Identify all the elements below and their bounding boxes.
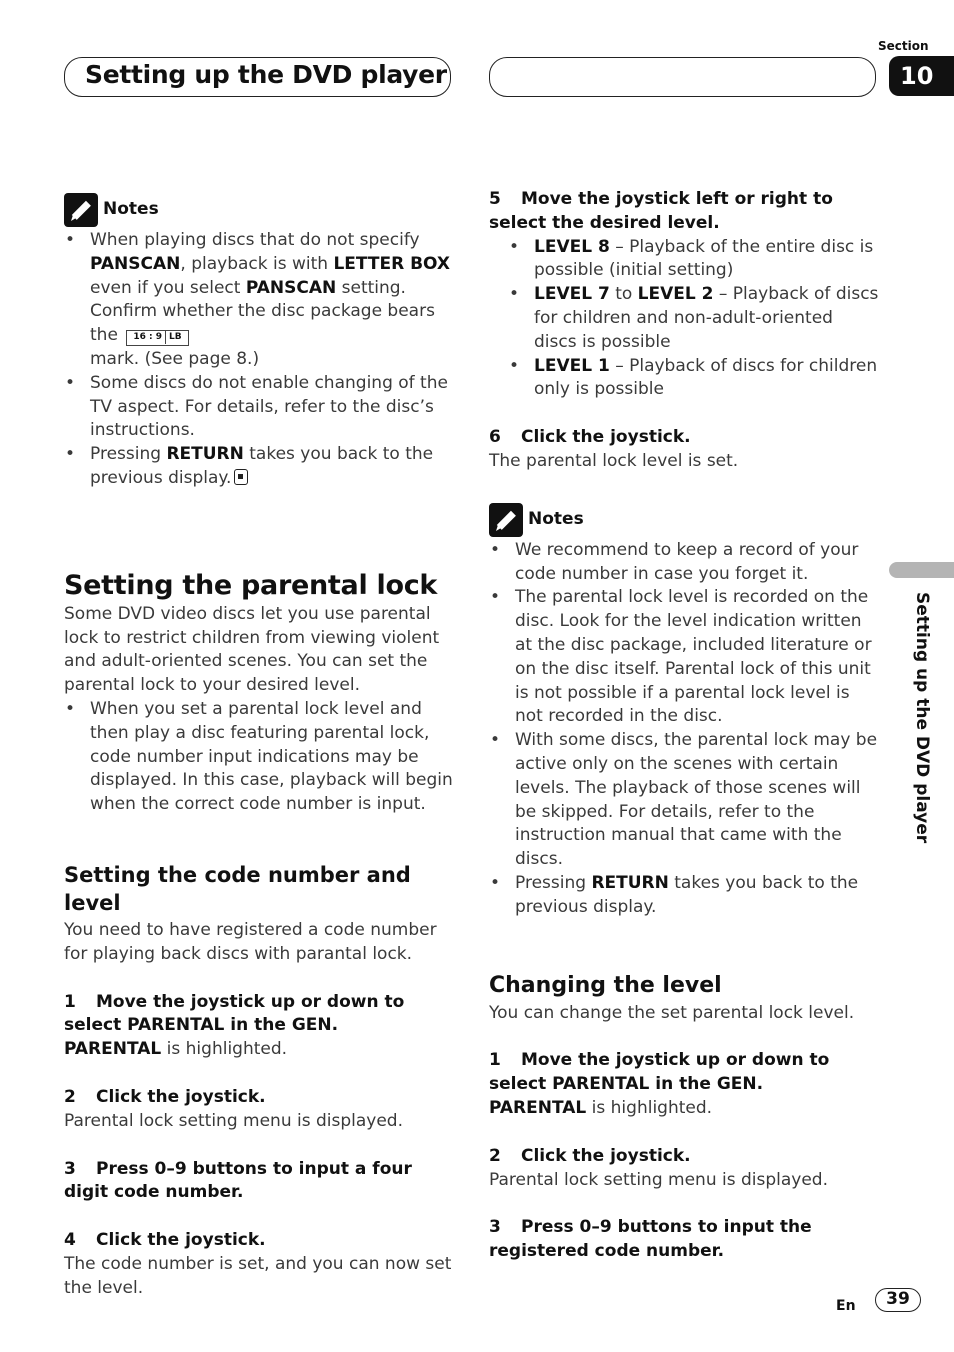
- list-item: • Pressing RETURN takes you back to the previous display.: [489, 872, 879, 920]
- step-2: 2 Click the joystick. Parental lock setting menu is displayed.: [64, 1086, 454, 1134]
- side-tab-label: Setting up the DVD player: [912, 592, 932, 844]
- step-1: 1 Move the joystick up or down to select PARENTAL in the GEN. PARENTAL is highlighted.: [489, 1049, 879, 1120]
- step-title: Click the joystick.: [96, 1086, 266, 1107]
- section-intro: Some DVD video discs let you use parental lock to restrict children from viewing violent and adult-oriented scenes. You can set the parental lock to your desired level.: [64, 603, 440, 696]
- step-title: Click the joystick.: [521, 1145, 691, 1166]
- side-tab-marker: [889, 562, 954, 578]
- step-result: The code number is set, and you can now set the level.: [64, 1253, 452, 1298]
- step-title: Move the joystick left or right to select the desired level.: [489, 189, 833, 233]
- subsection-intro: You need to have registered a code number for playing back discs with parantal lock.: [64, 919, 437, 964]
- step-4: 4 Click the joystick. The code number is set, and you can now set the level.: [64, 1229, 454, 1300]
- left-column: [64, 193, 454, 1301]
- header-title-pill: [64, 57, 451, 97]
- notes-header: [64, 193, 454, 227]
- list-item: • The parental lock level is recorded on the disc. Look for the level indication written at the disc package, included literature or on the disc itself. Parental lock of this unit is not possible if a parental lock level is not recorded in the disc.: [489, 586, 879, 729]
- right-column: [489, 188, 879, 1264]
- notes-title: Notes: [103, 199, 159, 219]
- page-number: 39: [875, 1288, 921, 1312]
- section-label: Section: [878, 39, 929, 53]
- step-2: 2 Click the joystick. Parental lock setting menu is displayed.: [489, 1145, 879, 1193]
- header-blank-pill: [489, 57, 876, 97]
- section-title: Setting the parental lock: [64, 569, 438, 601]
- notes-header: [489, 503, 879, 537]
- list-item: • When playing discs that do not specify PANSCAN, playback is with LETTER BOX even if you select PANSCAN setting. Confirm whether the disc package bears the 16 : 9 LB mark. (See page 8.): [64, 229, 454, 372]
- step-result: The parental lock level is set.: [489, 450, 739, 471]
- list-item: • LEVEL 7 to LEVEL 2 – Playback of discs for children and non-adult-oriented discs is possible: [508, 283, 879, 354]
- step-title: Move the joystick up or down to select PARENTAL in the GEN.: [489, 1050, 830, 1095]
- list-item: • Pressing RETURN takes you back to the previous display.: [64, 443, 454, 491]
- aspect-mark-icon: 16 : 9 LB: [126, 330, 188, 346]
- step-result: Parental lock setting menu is displayed.: [489, 1169, 828, 1190]
- list-item: • LEVEL 8 – Playback of the entire disc is possible (initial setting): [508, 236, 879, 284]
- step-title: Press 0–9 buttons to input the registered code number.: [489, 1217, 812, 1262]
- page-header-title: Setting up the DVD player: [85, 60, 447, 89]
- step-6: 6 Click the joystick. The parental lock level is set.: [489, 426, 879, 474]
- notes-list: [64, 229, 454, 491]
- intro-list: [64, 698, 454, 817]
- pencil-notes-icon: [64, 193, 98, 227]
- step-result: PARENTAL is highlighted.: [64, 1039, 288, 1060]
- step-3: 3 Press 0–9 buttons to input the registered code number.: [489, 1217, 812, 1262]
- list-item: • We recommend to keep a record of your code number in case you forget it.: [489, 539, 879, 587]
- subsection-title: Setting the code number and level: [64, 862, 411, 915]
- list-item: • When you set a parental lock level and then play a disc featuring parental lock, code number input indications may be displayed. In this case, playback will begin when the correct code number is input.: [64, 698, 454, 817]
- step-title: Click the joystick.: [96, 1230, 266, 1251]
- language-code: En: [836, 1298, 856, 1314]
- step-title: Click the joystick.: [521, 427, 691, 448]
- end-mark-icon: [234, 469, 248, 485]
- changing-level-title: Changing the level: [489, 972, 722, 998]
- notes-title: Notes: [528, 508, 584, 529]
- step-1: 1 Move the joystick up or down to select PARENTAL in the GEN. PARENTAL is highlighted.: [64, 991, 454, 1062]
- step-result: PARENTAL is highlighted.: [489, 1097, 713, 1118]
- step-5: 5 Move the joystick left or right to select the desired level. • LEVEL 8 – Playback of the entire disc is possible (initial setting) • LEVEL 7 to LEVEL 2 – Playback of discs for children and non-adult-oriented discs is possible • LEVEL 1 – Playback of discs for children only is possible: [489, 188, 879, 402]
- level-list: [508, 236, 879, 403]
- pencil-notes-icon: [489, 503, 523, 537]
- step-title: Move the joystick up or down to select PARENTAL in the GEN.: [64, 991, 405, 1036]
- step-3: 3 Press 0–9 buttons to input a four digit code number.: [64, 1158, 412, 1203]
- list-item: • LEVEL 1 – Playback of discs for children only is possible: [508, 355, 879, 403]
- section-number-badge: 10: [889, 56, 954, 96]
- list-item: • With some discs, the parental lock may be active only on the scenes with certain levels. The playback of those scenes will be skipped. For details, refer to the instruction manual that came with the discs.: [489, 729, 879, 872]
- step-title: Press 0–9 buttons to input a four digit code number.: [64, 1158, 412, 1203]
- changing-level-intro: You can change the set parental lock level.: [489, 1002, 855, 1023]
- notes-list: [489, 539, 879, 920]
- step-result: Parental lock setting menu is displayed.: [64, 1110, 403, 1131]
- list-item: • Some discs do not enable changing of the TV aspect. For details, refer to the disc’s instructions.: [64, 372, 454, 443]
